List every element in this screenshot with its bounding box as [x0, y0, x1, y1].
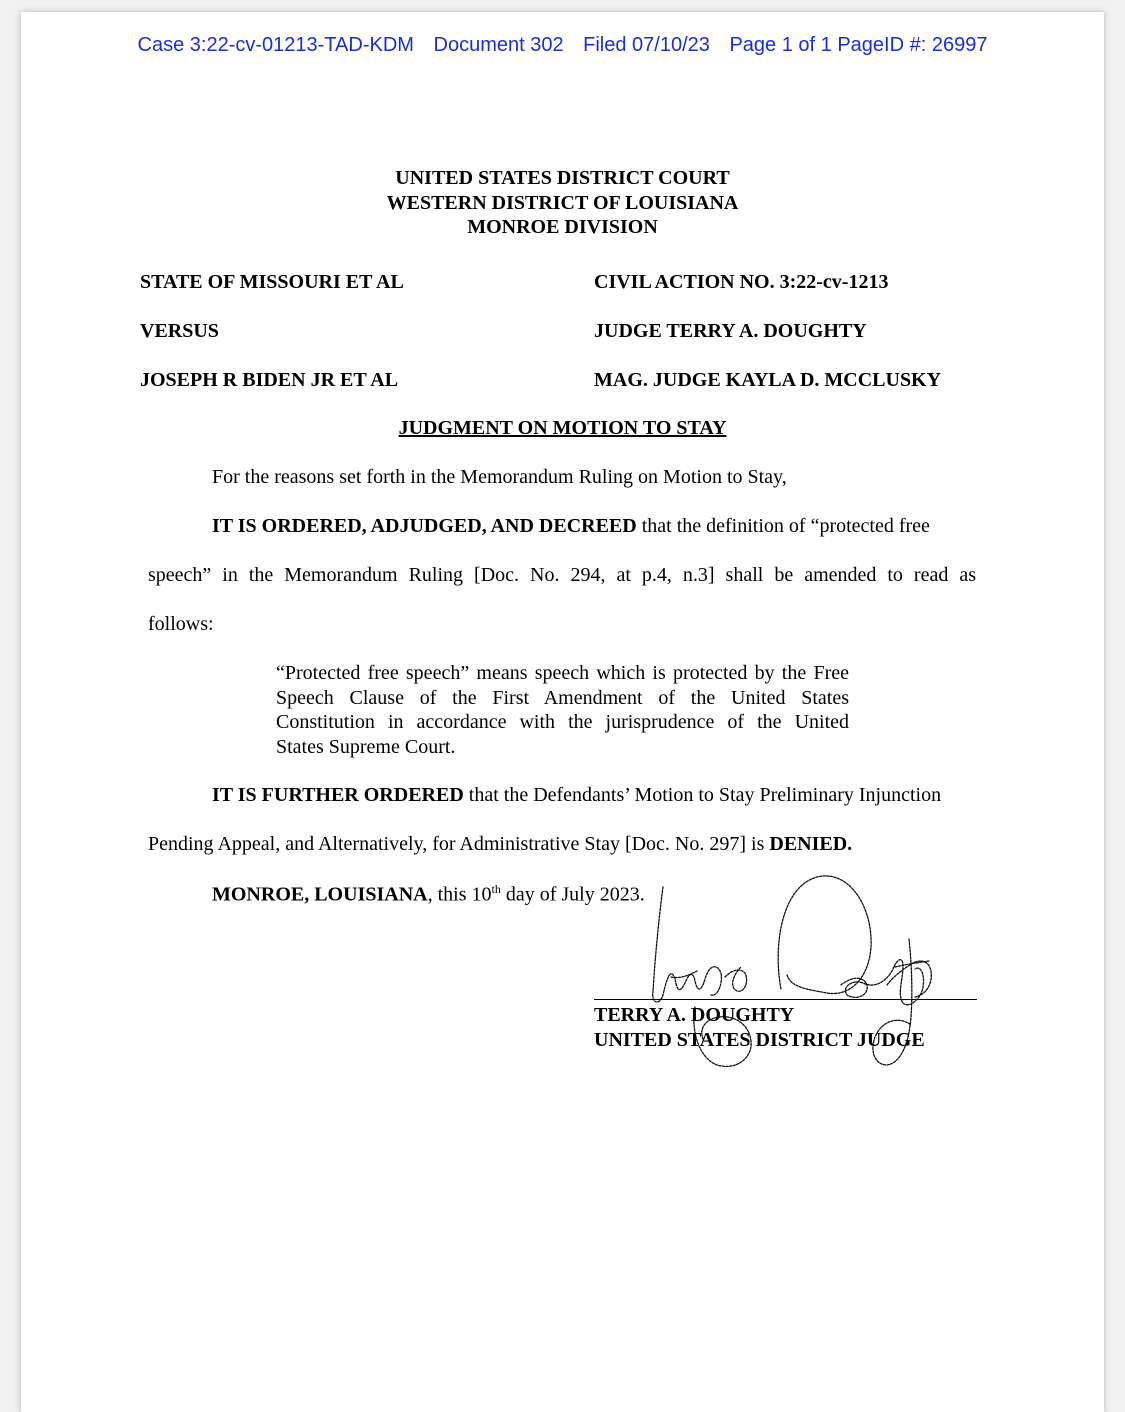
- further-order-bold-text: IT IS FURTHER ORDERED: [212, 784, 464, 806]
- plaintiff-name: STATE OF MISSOURI ET AL: [140, 271, 404, 293]
- denied-text: DENIED.: [769, 833, 853, 855]
- signature-block: [594, 1003, 925, 1052]
- filed-date: Filed 07/10/23: [583, 34, 710, 56]
- further-order-text: Pending Appeal, and Alternatively, for Administrative Stay [Doc. No. 297] is: [148, 833, 770, 855]
- page-id: Page 1 of 1 PageID #: 26997: [729, 34, 988, 56]
- further-order-line: [148, 784, 1040, 807]
- order-text: that the definition of “protected free: [636, 515, 930, 537]
- quote-line: States Supreme Court.: [276, 735, 456, 758]
- ecf-header-stamp: [21, 34, 1104, 57]
- order-paragraph-line: [148, 515, 1040, 538]
- block-quote: [276, 661, 849, 759]
- order-paragraph-line: speech” in the Memorandum Ruling [Doc. No. 294, at p.4, n.3] shall be amended to read as: [148, 564, 976, 586]
- intro-paragraph: For the reasons set forth in the Memorandum Ruling on Motion to Stay,: [212, 466, 787, 488]
- order-bold-text: IT IS ORDERED, ADJUDGED, AND DECREED: [212, 515, 637, 537]
- location-text: MONROE, LOUISIANA: [212, 883, 428, 906]
- signature-line: [594, 999, 977, 1000]
- court-name: UNITED STATES DISTRICT COURT: [395, 167, 730, 189]
- order-paragraph-line: follows:: [148, 613, 214, 635]
- document-title: JUDGMENT ON MOTION TO STAY: [398, 417, 727, 439]
- court-division: MONROE DIVISION: [467, 216, 658, 238]
- civil-action-number: CIVIL ACTION NO. 3:22-cv-1213: [594, 271, 889, 293]
- signer-name: TERRY A. DOUGHTY: [594, 1004, 795, 1026]
- date-text: day of July 2023.: [500, 883, 645, 906]
- court-district: WESTERN DISTRICT OF LOUISIANA: [386, 191, 739, 214]
- further-order-text: that the Defendants’ Motion to Stay Preliminary Injunction: [463, 784, 942, 806]
- defendant-name: JOSEPH R BIDEN JR ET AL: [140, 369, 399, 391]
- quote-line: Speech Clause of the First Amendment of the United States: [276, 686, 849, 709]
- document-page: [21, 12, 1104, 1412]
- case-number: Case 3:22-cv-01213-TAD-KDM: [137, 34, 414, 56]
- quote-line: “Protected free speech” means speech which is protected by the Free: [276, 662, 849, 684]
- document-number: Document 302: [433, 34, 564, 56]
- further-order-line: [148, 833, 976, 856]
- court-heading: [21, 166, 1104, 240]
- date-text: , this 10: [427, 883, 492, 906]
- magistrate-judge-name: MAG. JUDGE KAYLA D. MCCLUSKY: [594, 369, 942, 391]
- versus-label: VERSUS: [140, 320, 219, 342]
- quote-line: Constitution in accordance with the jurisprudence of the United: [276, 711, 849, 733]
- signer-title: UNITED STATES DISTRICT JUDGE: [594, 1028, 925, 1051]
- judge-name: JUDGE TERRY A. DOUGHTY: [594, 320, 867, 342]
- date-ordinal: th: [491, 882, 501, 896]
